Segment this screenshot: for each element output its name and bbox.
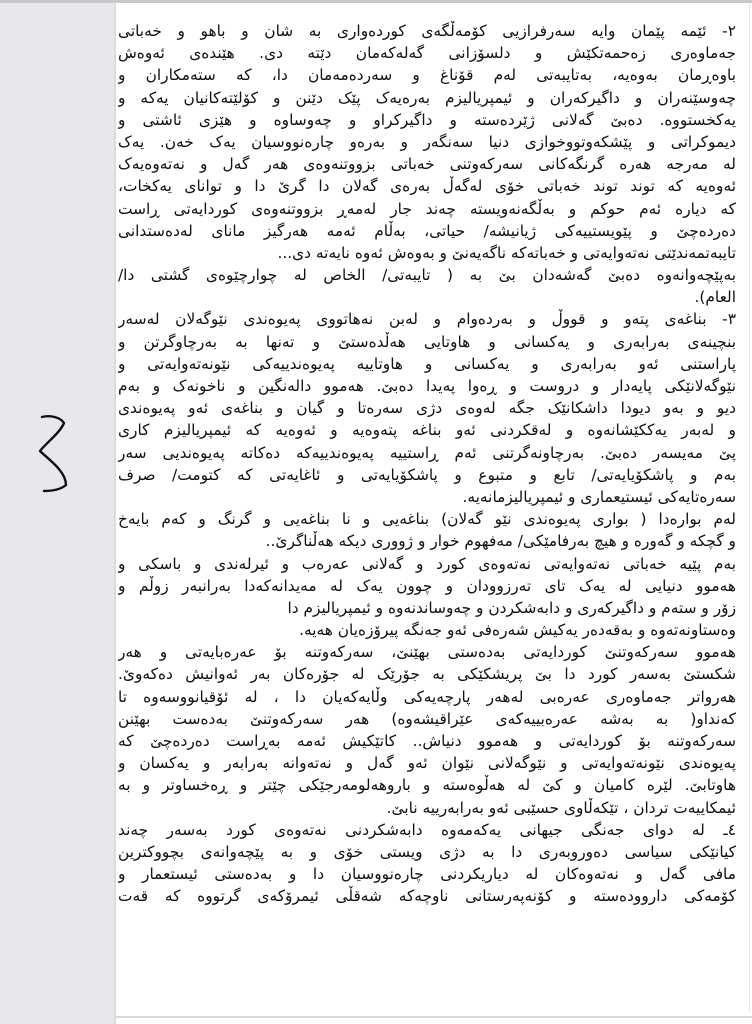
text-line: و لەبەر یەککێشانەوە و لەقکردنی ئەو بناغە پتەوەیە و ئەوەیە کە ئیمپریالیزم کاری	[118, 421, 736, 440]
text-line: نێوگەلانێکی پایەدار و دروست و ڕەوا پەیدا دەبێ. هەموو دالەنگین و ناخونەک و بەم	[118, 377, 736, 395]
text-line: زۆر و ستەم و داگیرکەری و دابەشکردن و چەوساندنەوە و ئیمپریالیزم دا	[287, 598, 736, 617]
text-line: لەم بوارەدا ( بواری پەیوەندی نێو گەلان) بناغەیی و نا بناغەیی و گرنگ و کەم بایەخ	[118, 510, 736, 529]
document-page	[118, 20, 736, 908]
text-line: ئیمکاییەت تردان ، تێکەڵاوی حسێبی ئەو بەرابەرییە نابێ.	[386, 798, 736, 817]
text-line: سەرکەوتنە بۆ کوردایەتی و هەموو دنیاش.. کاتێکیش ئەمە بەڕاست دەردەچێ کە	[118, 732, 736, 750]
text-line: و گچکە و گەورە و هیچ بەرفامێکی/ مەفهوم خوار و ژووری دیکە هەڵناگرێ..	[265, 532, 736, 551]
text-line: بەپێچەوانەوە دەبێ گەشەدان بێ بە ( تایبەتی/ الخاص لە چوارچێوەی گشتی دا/	[118, 266, 736, 285]
text-line: ٢- ئێمە پێمان وایە سەرفرازیی کۆمەڵگەی کوردەواری بە شان و باهو و خەباتی	[118, 22, 736, 40]
text-line: جەماوەری زەحمەتکێش و دلسۆزانی گەلەکەمان دێتە دی. هێندەی ئەوەش	[118, 44, 736, 63]
text-line: مافی گەل و نەتەوەکان لە دیاریکردنی چارەنووسیان دا و بەدەستی ئیستعمار و	[118, 865, 736, 884]
text-line: بەم پێیە خەباتی نەتەوایەتی نەتەوەی کورد و گەلانی عەرەب و ئیرلەندی و باسکی و	[118, 554, 736, 573]
text-line: تایبەتمەندێتی نەتەوایەتی و خەباتەکە ناگەیەنێ و بەوەش ئەوە نایەتە دی...	[277, 243, 736, 262]
text-line: بنچینەی بەرابەری و یەکسانی و هاوتایی هەڵدەستێ و تەنها بە بەرچاوگرتن و	[118, 332, 736, 351]
text-line: العام).	[694, 288, 736, 307]
text-line: کیانێکی سیاسی دەوروبەری دا بە دژی ویستی خۆی و بە پێچەوانەی بچووکترین	[118, 842, 736, 861]
text-line: یەکخستووە. دەبێ گەلانی ژێردەستە و داگیرکراو و چەوساوە و هێزی ئاشتی و	[118, 110, 736, 129]
text-line: کە دیارە ئەم حوکم و بەڵگەنەویستە چەند جار لەمەڕ بزووتنەوەی کوردایەتی ڕاست	[118, 199, 736, 218]
text-line: کۆمەکی داروودەستە و کۆنەپەرستانی ناوچەکە شەقڵی ئیمرۆکەی گرتووە کە قەت	[118, 887, 736, 906]
text-line: دیو و بەو دیودا داشکانێک جگە لەوەی دژی سەرەتا و گیان و بناغەی ئەو پەیوەندی	[118, 399, 736, 418]
text-line: ٣- بناغەی پتەو و قووڵ و بەردەوام و لەبن نەهاتووی پەیوەندی نێوگەلان لەسەر	[118, 310, 736, 329]
text-line: دیموکراتی و پێشکەوتووخوازی دنیا سەنگەر و بەرەو چارەنووسیان یەک خەن. یەک	[118, 132, 736, 151]
text-line: ٤ـ لە دوای جەنگی جیهانی یەکەمەوە دابەشکردنی نەتەوەی کورد بەسەر چەند	[118, 820, 736, 839]
handwritten-number-mark	[36, 413, 76, 493]
text-line: هەموو سەرکەوتنێ کوردایەتی بەدەستی بهێنێ، سەرکەوتنە بۆ عەرەبایەتی و هەر	[118, 643, 736, 662]
text-line: بەم و پاشکۆیایەتی/ تابع و متبوع و پاشکۆیایەتی و ئاغایەتی کە کتومت/ صرف	[118, 465, 736, 484]
text-line: پاراستنی ئەو بەرابەری و یەکسانی و هاوتاییە پەیوەندییەکی نێونەتەوایەتی و	[118, 354, 736, 373]
text-line: ئەوەیە کە توند توند خەباتی خۆی لەگەڵ بەرەی گەلان دا گرێ دا و توانای یەکخات،	[118, 177, 736, 196]
bottom-border	[116, 1016, 752, 1018]
text-line: وەستاونەتەوە و بەقەدەر یەکیش شەرەفی ئەو جەنگە پیرۆزەیان هەیە.	[299, 621, 736, 640]
text-line: کەنداو( بە بەشە عەرەبییەکەی عێراقیشەوە) هەر سەرکەوتنێ بەدەست بهێنن	[118, 709, 736, 728]
text-line: پێ مەیسەر دەبێ. بەرچاونەگرتنی ئەم ڕاستییە پەیوەندییەکە دەکاتە پەیوەندیی سەر	[118, 443, 736, 462]
text-line: هەموو دنیایی لە یەک تای تەرزوودان و چوون یەک لە مەیدانەکەدا بەرانبەر زوڵم و	[118, 576, 736, 595]
text-line: شکستێ بەسەر کورد دا بێ پریشکێکی بە جۆرێک لە جۆرەکان بەر ئەوانیش دەکەوێ.	[118, 665, 736, 684]
text-line: لە مەرجە هەرە گرنگەکانی سەرکەوتنی خەباتی بزووتنەوەی هەر گەل و نەتەوەیەک	[118, 155, 736, 174]
text-line: باوەڕمان بەوەیە، بەتایبەتی لەم قۆناغ و سەردەمەمان دا، کە ستەمکاران و	[118, 66, 736, 85]
text-line: دەردەچێ و پێویستییەکی ژیانیشە/ حیاتی، بەڵام ئەمە هەرگیز مانای لەدەستدانی	[118, 221, 736, 240]
left-margin	[0, 3, 116, 1024]
text-line: پەیوەندی نێونەتەوایەتی و نێوگەلانی نێوان ئەو گەل و نەتەوانە بەرابەر و یەکسان و	[118, 754, 736, 773]
text-line: هاوتابێ. لێرە کامیان و کێ لە هەڵوەستە و باروهەلومەرجێکی چێتر و ڕەخساوتر و بە	[118, 776, 736, 795]
text-line: چەوسێنەران و داگیرکەران و ئیمپریالیزم بەرەیەک پێک دێنن و کۆلێتەکانیان یەکە و	[118, 88, 736, 107]
text-line: هەرواتر جەماوەری عەرەبی لەهەر پارچەیەکی وڵایەکەیان دا ، لە ئۆقیانووسەوە تا	[118, 687, 736, 706]
right-border	[749, 3, 750, 1013]
text-line: سەرەتایەکی ئیستیعماری و ئیمپریالیزمانەیە.	[462, 487, 736, 506]
